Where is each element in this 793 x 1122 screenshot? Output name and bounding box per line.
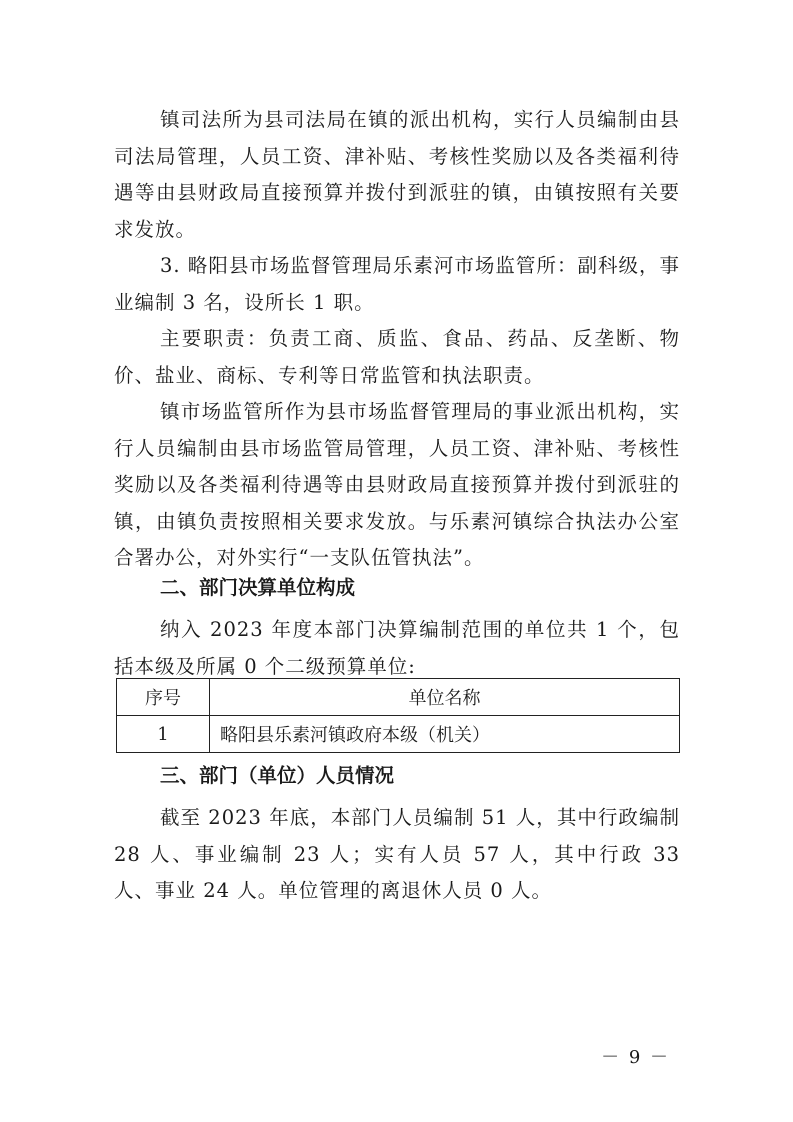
paragraph-staffing-numbers: 截至 2023 年底，本部门人员编制 51 人，其中行政编制 28 人、事业编制 23 人；实有人员 57 人，其中行政 33 人、事业 24 人。单位管理的离退休人员 0 人。 (114, 806, 680, 902)
paragraph-judicial-office: 镇司法所为县司法局在镇的派出机构，实行人员编制由县司法局管理，人员工资、津补贴、考核性奖励以及各类福利待遇等由县财政局直接预算并拨付到派驻的镇，由镇按照有关要求发放。 (114, 108, 680, 241)
paragraph-main-duties: 主要职责：负责工商、质监、食品、药品、反垄断、物价、盐业、商标、专利等日常监管和执法职责。 (114, 327, 680, 387)
page-number: － 9 － (601, 1047, 670, 1068)
paragraph-unit-scope: 纳入 2023 年度本部门决算编制范围的单位共 1 个，包括本级及所属 0 个二级预算单位: (114, 618, 680, 678)
column-header-unit-name: 单位名称 (210, 679, 680, 716)
cell-index: 1 (117, 716, 210, 753)
paragraph-market-supervision-management: 镇市场监管所作为县市场监督管理局的事业派出机构，实行人员编制由县市场监管局管理，人员工资、津补贴、考核性奖励以及各类福利待遇等由县财政局直接预算并拨付到派驻的镇，由镇负责按照相关要求发放。与乐素河镇综合执法办公室合署办公，对外实行“一支队伍管执法”。 (114, 400, 680, 569)
section-heading-units: 二、部门决算单位构成 (160, 576, 356, 599)
table-row (117, 716, 680, 753)
table-header-row (117, 679, 680, 716)
cell-unit-name: 略阳县乐素河镇政府本级（机关） (210, 716, 680, 753)
units-table (116, 678, 680, 753)
paragraph-market-supervision-office: 3. 略阳县市场监督管理局乐素河市场监管所：副科级，事业编制 3 名，设所长 1 职。 (114, 254, 680, 314)
section-heading-staffing: 三、部门（单位）人员情况 (160, 764, 395, 787)
column-header-index: 序号 (117, 679, 210, 716)
